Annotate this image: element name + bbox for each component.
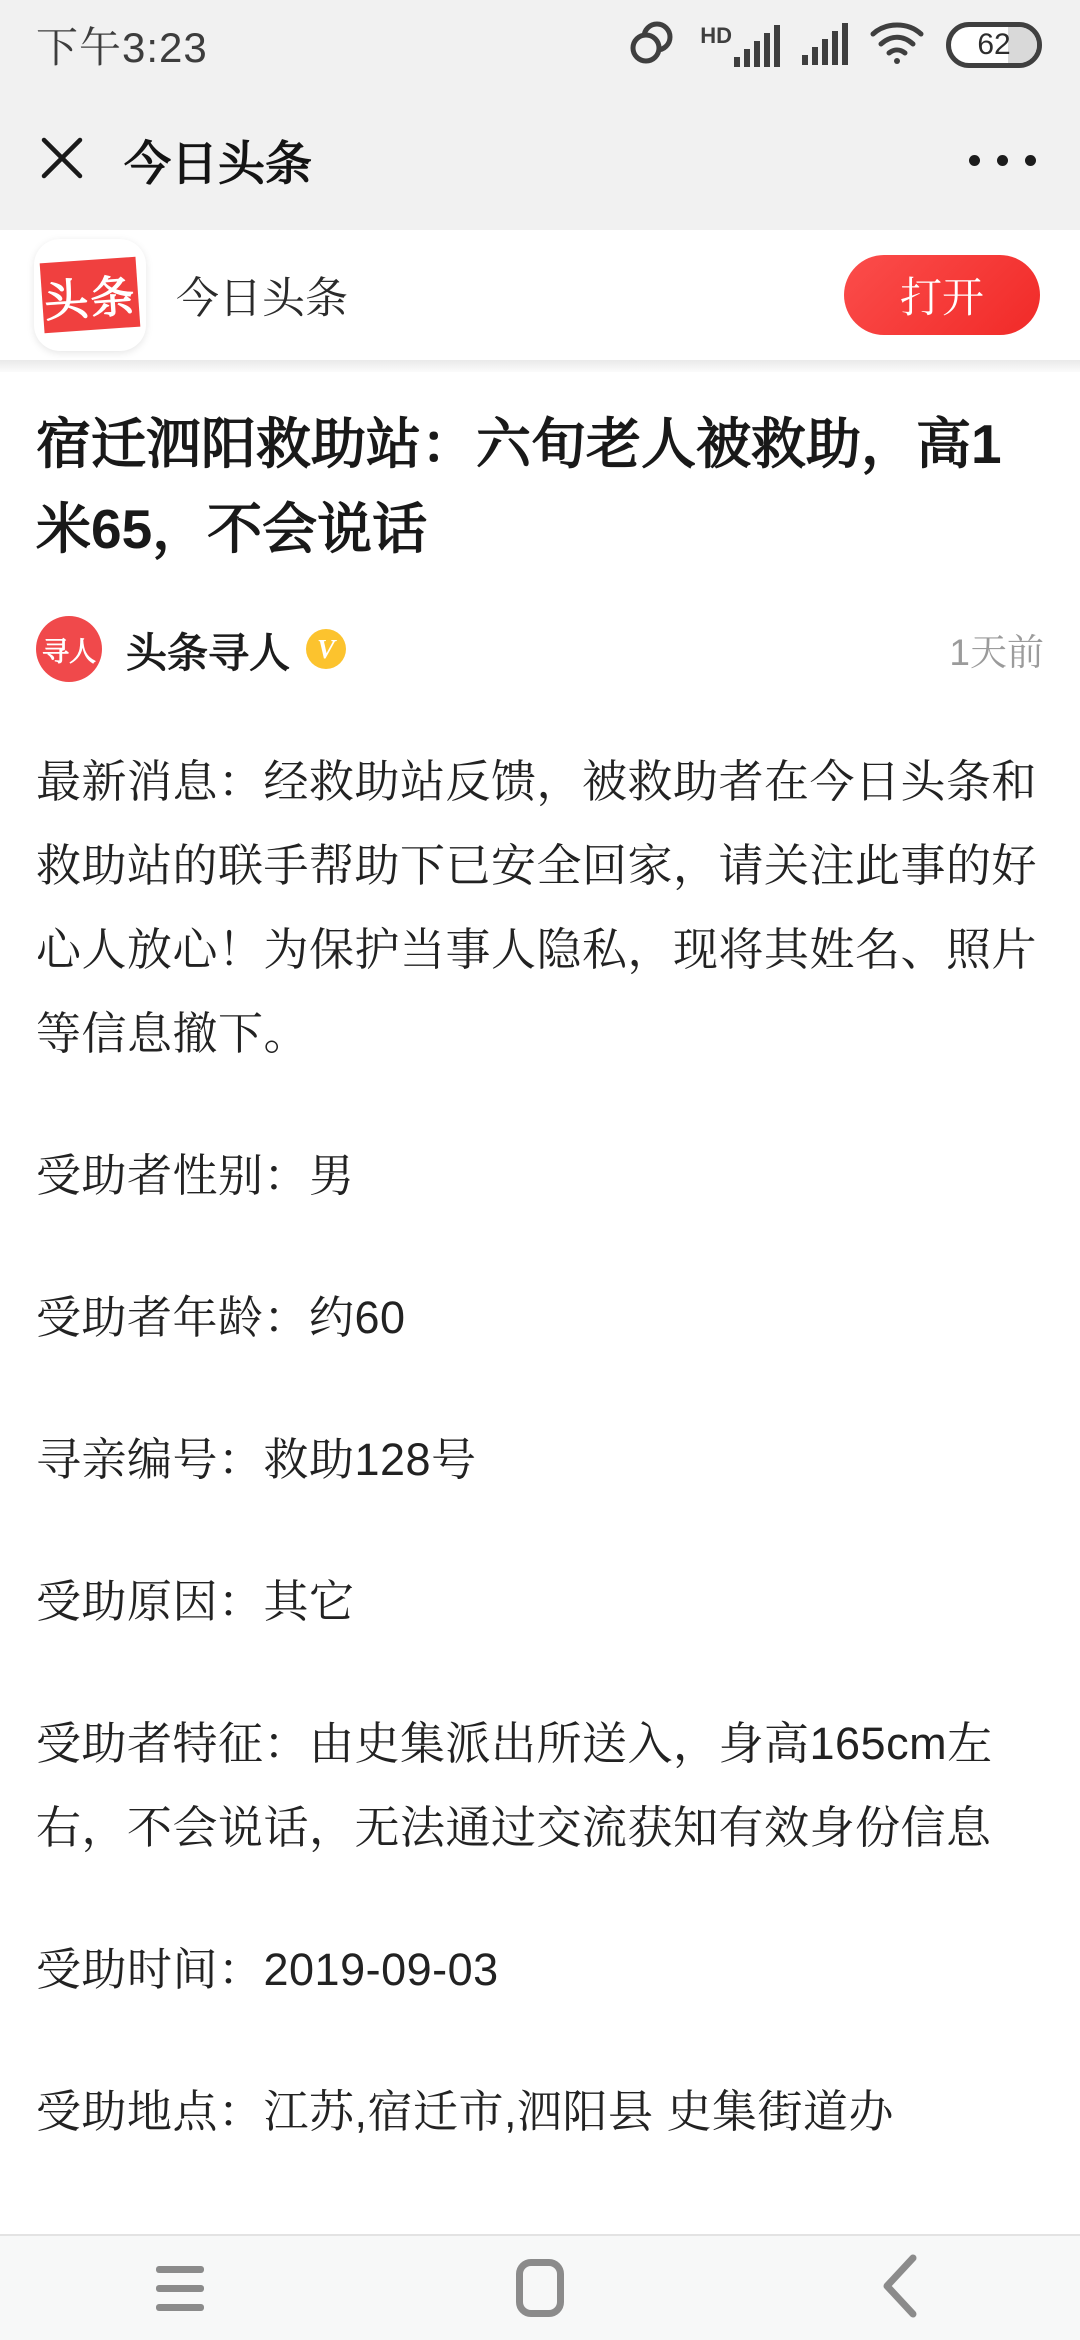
clock-time: 下午3:23: [36, 24, 208, 71]
home-button[interactable]: [360, 2259, 720, 2317]
paragraph: 受助地点：江苏,宿迁市,泗阳县 史集街道办: [36, 2086, 895, 2137]
paragraph: 受助者性别：男: [36, 1150, 355, 1201]
article-title: 宿迁泗阳救助站：六旬老人被救助，高1米65，不会说话: [36, 413, 1002, 560]
system-nav-bar: [0, 2234, 1080, 2340]
divider: [0, 360, 1080, 372]
open-app-button[interactable]: 打开: [844, 255, 1040, 335]
author-avatar: [36, 616, 102, 682]
article-content: [0, 372, 1080, 2154]
home-icon: [516, 2259, 564, 2317]
menu-icon: [156, 2266, 204, 2311]
author-row[interactable]: [36, 616, 1044, 682]
battery-icon: [946, 22, 1042, 68]
battery-percent: 62: [977, 28, 1011, 61]
webview-header: [0, 90, 1080, 230]
paragraph: 受助者特征：由史集派出所送入，身高165cm左右，不会说话，无法通过交流获知有效身份信息: [36, 1718, 993, 1853]
battery-fill: [1008, 27, 1037, 63]
more-options-button[interactable]: [969, 145, 1036, 176]
back-button[interactable]: [720, 2254, 1080, 2323]
app-name: 今日头条: [176, 274, 348, 323]
back-icon: [880, 2254, 920, 2323]
paragraph: 受助时间：2019-09-03: [36, 1944, 499, 1995]
status-icons: [626, 17, 1042, 74]
data-saver-icon: [626, 17, 678, 74]
verified-badge-icon: V: [306, 629, 346, 669]
paragraph: 受助原因：其它: [36, 1576, 355, 1627]
author-name: 头条寻人: [126, 629, 290, 676]
close-icon: [39, 135, 85, 186]
wifi-icon: [870, 21, 924, 70]
logo-text: 头条: [42, 271, 138, 328]
toutiao-logo-icon: [34, 239, 146, 351]
app-open-banner: [0, 230, 1080, 360]
post-time: 1天前: [949, 632, 1044, 673]
paragraph: 受助者年龄：约60: [36, 1292, 406, 1343]
status-bar: [0, 0, 1080, 90]
article-body: [36, 740, 1044, 2154]
paragraph: 最新消息：经救助站反馈，被救助者在今日头条和救助站的联手帮助下已安全回家，请关注此事的好心人放心！为保护当事人隐私，现将其姓名、照片等信息撤下。: [36, 756, 1038, 1059]
signal-sim2-icon: [802, 21, 848, 70]
paragraph: 寻亲编号：救助128号: [36, 1434, 477, 1485]
page-title: 今日头条: [124, 136, 312, 190]
more-icon: [969, 155, 980, 166]
avatar-text: 寻人: [42, 636, 96, 667]
close-button[interactable]: [36, 134, 88, 186]
signal-sim1-icon: HD: [700, 23, 780, 67]
recents-button[interactable]: [0, 2266, 360, 2311]
